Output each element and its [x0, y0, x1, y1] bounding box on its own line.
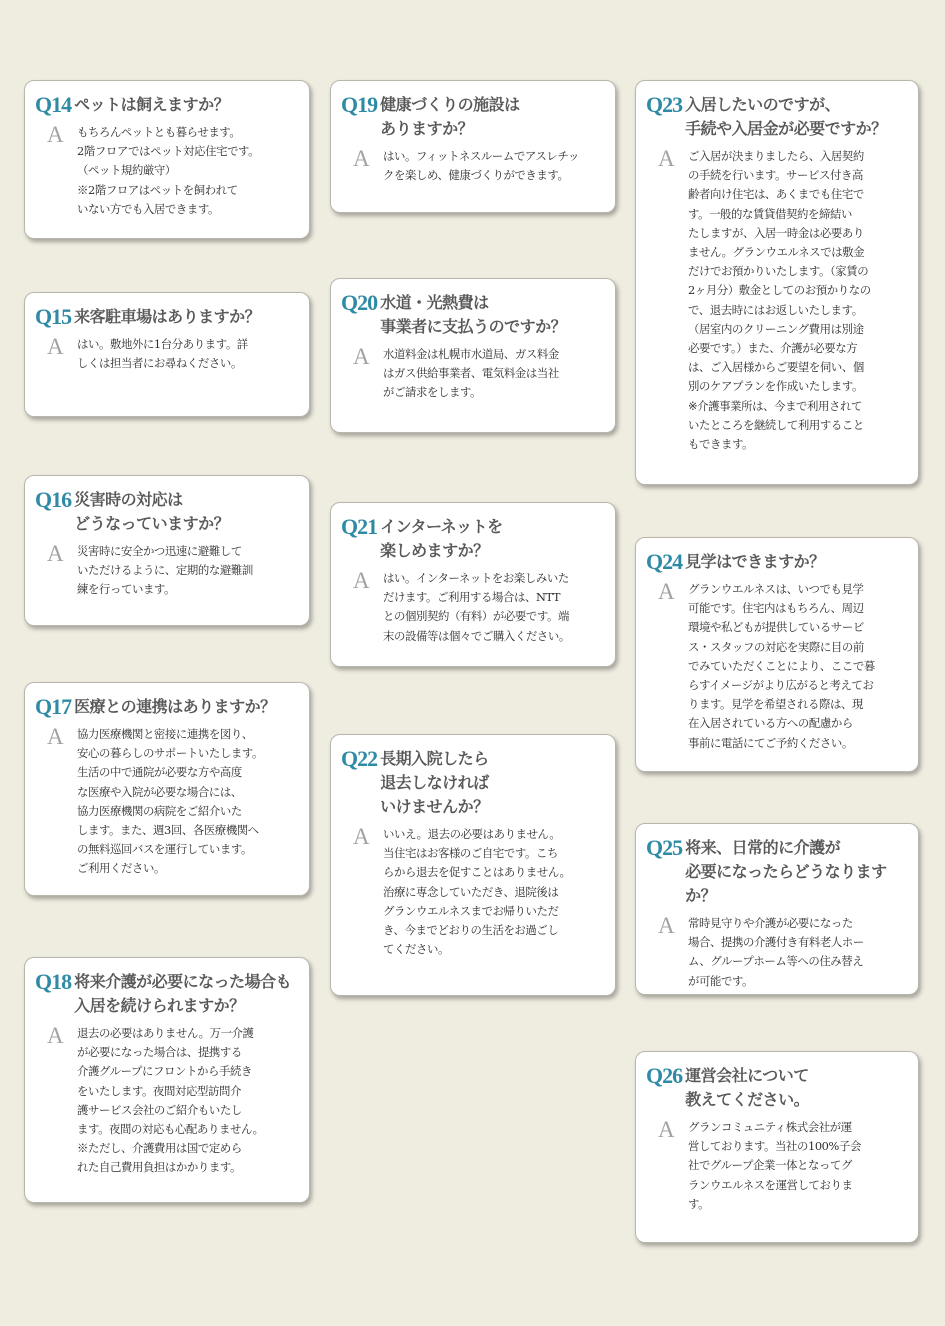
faq-card-q20 [330, 278, 616, 433]
answer-label: A [47, 334, 64, 359]
answer-text: もちろんペットとも暮らせます。 2階フロアではペット対応住宅です。 （ペット規約厳守） ※2階フロアはペットを飼われて いない方でも入居できます。 [77, 125, 260, 216]
question-text: 将来、日常的に介護が 必要になったらどうなりますか？ [685, 838, 887, 905]
faq-card-q17 [24, 682, 310, 896]
answer-text: ご入居が決まりましたら、入居契約 の手続を行います。サービス付き高 齢者向け住宅は、あくまでも住宅で す。一般的な賃貸借契約を締結い たしますが、入居一時金は必要あり ません。グランウエルネスでは敷金 だけでお預かりいたします。（家賃の 2ヶ月分）敷金としてのお預かりなの で、退去時にはお返しいたします。 （居室内のクリーニング費用は別途 必要です。）また、介護が必要な方 は、ご入居様からご要望を伺い、個 別のケアプランを作成いたします。 ※介護事業所は、今まで利用されて いたところを継続して利用すること もできます。 [688, 149, 871, 452]
answer-text: 災害時に安全かつ迅速に避難して いただけるように、定期的な避難訓 練を行っています。 [77, 544, 253, 597]
question-text: ペットは飼えますか？ [74, 95, 230, 114]
faq-card-q25 [635, 823, 919, 995]
answer-text: はい。フィットネスルームでアスレチッ クを楽しめ、健康づくりができます。 [383, 149, 580, 183]
answer-text: はい。インターネットをお楽しみいた だけます。ご利用する場合は、NTT との個別契約（有料）が必要です。端 末の設備等は個々でご購入ください。 [383, 571, 570, 643]
question-text: 長期入院したら 退去しなければ いけませんか？ [380, 749, 489, 816]
faq-card-q24 [635, 537, 919, 772]
question-text: 水道・光熱費は 事業者に支払うのですか？ [380, 293, 567, 336]
question-text: 入居したいのですが、 手続や入居金が必要ですか？ [685, 95, 887, 138]
faq-card-q14 [24, 80, 310, 239]
faq-card-q19 [330, 80, 616, 213]
question-number: Q14 [35, 92, 72, 117]
question-text: 将来介護が必要になった場合も 入居を続けられますか？ [74, 972, 292, 1015]
answer-label: A [47, 122, 64, 147]
question-text: 災害時の対応は どうなっていますか？ [74, 490, 230, 533]
answer-label: A [353, 568, 370, 593]
answer-label: A [658, 146, 675, 171]
question-number: Q16 [35, 487, 72, 512]
question-number: Q20 [341, 290, 378, 315]
faq-card-q21 [330, 502, 616, 667]
question-text: 運営会社について 教えてください。 [685, 1066, 810, 1109]
answer-label: A [353, 146, 370, 171]
question-number: Q15 [35, 304, 72, 329]
answer-label: A [47, 724, 64, 749]
faq-card-q26 [635, 1051, 919, 1243]
answer-text: いいえ。退去の必要はありません。 当住宅はお客様のご自宅です。こち らから退去を促すことはありません。 治療に専念していただき、退院後は グランウエルネスまでお帰りいただ き、今までどおりの生活をお過ごし てください。 [383, 827, 571, 957]
faq-card-q23 [635, 80, 919, 485]
question-number: Q18 [35, 969, 72, 994]
answer-label: A [353, 824, 370, 849]
answer-label: A [658, 1117, 675, 1142]
answer-label: A [353, 344, 370, 369]
question-number: Q24 [646, 549, 683, 574]
question-text: インターネットを 楽しめますか？ [380, 517, 503, 560]
answer-text: 協力医療機関と密接に連携を図り、 安心の暮らしのサポートいたします。 生活の中で通院が必要な方や高度 な医療や入院が必要な場合には、 協力医療機関の病院をご紹介いた します。また、週3回、各医療機関へ の無料巡回バスを運行しています。 ご利用ください。 [77, 727, 263, 876]
question-text: 医療との連携はありますか？ [74, 697, 276, 716]
answer-label: A [658, 579, 675, 604]
question-text: 見学はできますか？ [685, 552, 825, 571]
answer-text: グランウエルネスは、いつでも見学 可能です。住宅内はもちろん、周辺 環境や私どもが提供しているサービ ス・スタッフの対応を実際に目の前 でみていただくことにより、ここで暮 らすイメージがより広がると考えてお ります。見学を希望される際は、現 在入居されている方への配慮から 事前に電話にてご予約ください。 [688, 582, 875, 750]
question-number: Q17 [35, 694, 72, 719]
faq-card-q16 [24, 475, 310, 626]
answer-text: 水道料金は札幌市水道局、ガス料金 はガス供給事業者、電気料金は当社 がご請求をします。 [383, 347, 559, 400]
answer-label: A [47, 1023, 64, 1048]
answer-text: はい。敷地外に1台分あります。詳 しくは担当者にお尋ねください。 [77, 337, 248, 371]
answer-text: 退去の必要はありません。万一介護 が必要になった場合は、提携する 介護グループにフロントから手続き をいたします。夜間対応型訪問介 護サービス会社のご紹介もいたし ます。夜間の対応も心配ありません。 ※ただし、介護費用は国で定めら れた自己費用負担はかかります。 [77, 1026, 264, 1175]
answer-text: グランコミュニティ株式会社が運 営しております。当社の100%子会 社でグループ企業一体となってグ ランウエルネスを運営しておりま す。 [688, 1120, 861, 1211]
faq-card-q15 [24, 292, 310, 417]
answer-text: 常時見守りや介護が必要になった 場合、提携の介護付き有料老人ホー ム、グループホーム等への住み替え が可能です。 [688, 916, 864, 988]
answer-label: A [658, 913, 675, 938]
question-number: Q22 [341, 746, 378, 771]
question-number: Q26 [646, 1063, 683, 1088]
question-number: Q25 [646, 835, 683, 860]
faq-card-q22 [330, 734, 616, 996]
question-text: 来客駐車場はありますか？ [74, 307, 261, 326]
answer-label: A [47, 541, 64, 566]
question-text: 健康づくりの施設は ありますか？ [380, 95, 520, 138]
question-number: Q21 [341, 514, 378, 539]
question-number: Q19 [341, 92, 378, 117]
question-number: Q23 [646, 92, 683, 117]
faq-card-q18 [24, 957, 310, 1203]
